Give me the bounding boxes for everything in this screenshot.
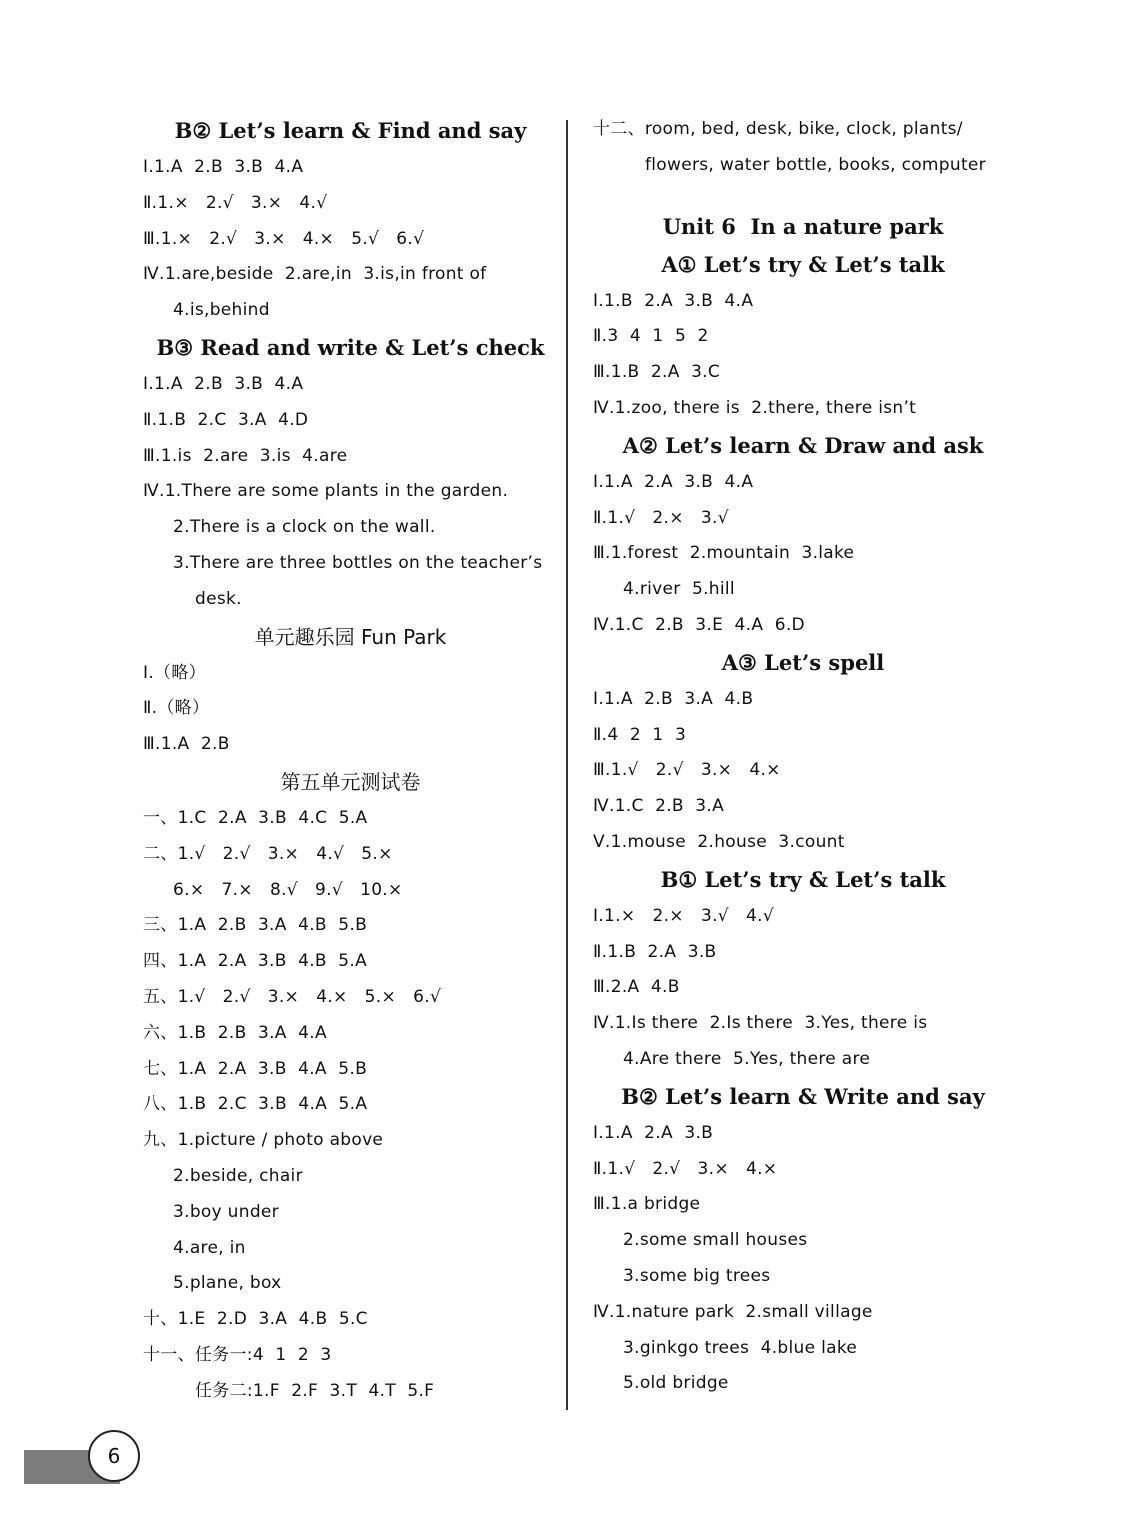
answer-line: Ⅳ.1.C 2.B 3.E 4.A 6.D [593, 614, 805, 635]
answer-line: Ⅱ.1.√ 2.× 3.√ [593, 507, 729, 528]
column-divider [566, 120, 568, 1410]
answer-line: 6.× 7.× 8.√ 9.√ 10.× [173, 879, 403, 900]
section-heading: B② Let’s learn & Write and say [621, 1083, 985, 1109]
answer-line: Ⅲ.1.A 2.B [143, 734, 230, 755]
section-heading: A③ Let’s spell [721, 649, 885, 675]
section-heading: A① Let’s try & Let’s talk [661, 251, 945, 277]
answer-line: 3.ginkgo trees 4.blue lake [623, 1337, 858, 1358]
answer-line: 七、1.A 2.A 3.B 4.A 5.B [143, 1058, 368, 1079]
section-heading: B② Let’s learn & Find and say [174, 118, 527, 143]
answer-line: Ⅰ.1.A 2.A 3.B [593, 1122, 714, 1143]
answer-line: 二、1.√ 2.√ 3.× 4.√ 5.× [143, 843, 393, 864]
answer-line: 一、1.C 2.A 3.B 4.C 5.A [143, 807, 368, 828]
section-heading: 第五单元测试卷 [280, 769, 421, 794]
answer-line: Ⅰ.1.A 2.B 3.A 4.B [593, 688, 754, 709]
answer-line: 4.Are there 5.Yes, there are [623, 1048, 871, 1069]
answer-line: 4.river 5.hill [623, 579, 735, 600]
answer-line: Ⅲ.2.A 4.B [593, 977, 680, 998]
answer-line: 十一、任务一:4 1 2 3 [143, 1344, 332, 1365]
section-heading: B① Let’s try & Let’s talk [660, 866, 946, 892]
answer-line: 十二、room, bed, desk, bike, clock, plants/ [593, 119, 963, 139]
answer-line: 5.old bridge [623, 1373, 729, 1394]
answer-line: Ⅰ.1.A 2.B 3.B 4.A [143, 373, 304, 394]
section-heading: A② Let’s learn & Draw and ask [622, 432, 984, 458]
answer-line: 4.is,behind [173, 300, 270, 321]
answer-line: 五、1.√ 2.√ 3.× 4.× 5.× 6.√ [143, 986, 442, 1007]
answer-line: 3.There are three bottles on the teacher’s [173, 552, 543, 573]
answer-line: Ⅲ.1.B 2.A 3.C [593, 362, 721, 383]
page-number: 6 [88, 1430, 140, 1482]
answer-line: 2.some small houses [623, 1230, 808, 1251]
section-heading: B③ Read and write & Let’s check [156, 334, 545, 360]
answer-line: Ⅳ.1.C 2.B 3.A [593, 796, 725, 817]
answer-line: Ⅳ.1.nature park 2.small village [593, 1301, 873, 1322]
answer-line: 2.There is a clock on the wall. [173, 517, 436, 538]
answer-line: Ⅱ.（略） [143, 698, 210, 719]
answer-line: Ⅴ.1.mouse 2.house 3.count [593, 831, 845, 852]
answer-line: Ⅲ.1.is 2.are 3.is 4.are [143, 445, 348, 466]
answer-line: 3.some big trees [623, 1265, 771, 1286]
answer-line: Ⅱ.1.× 2.√ 3.× 4.√ [143, 192, 328, 213]
answer-line: Ⅳ.1.zoo, there is 2.there, there isn’t [593, 397, 917, 418]
answer-line: Ⅲ.1.√ 2.√ 3.× 4.× [593, 760, 781, 781]
answer-line: Ⅱ.3 4 1 5 2 [593, 326, 709, 347]
answer-line: Ⅱ.4 2 1 3 [593, 724, 687, 745]
answer-line: 九、1.picture / photo above [143, 1130, 384, 1151]
answer-line: Ⅰ.1.B 2.A 3.B 4.A [593, 290, 754, 311]
answer-line: Ⅰ.（略） [143, 662, 206, 683]
answer-line: 四、1.A 2.A 3.B 4.B 5.A [143, 951, 368, 972]
spacer [593, 184, 1013, 208]
answer-line: Ⅱ.1.B 2.A 3.B [593, 941, 717, 962]
answer-line: 4.are, in [173, 1237, 246, 1258]
answer-line: Ⅱ.1.√ 2.√ 3.× 4.× [593, 1158, 778, 1179]
answer-line: Ⅰ.1.A 2.A 3.B 4.A [593, 471, 754, 492]
answer-line: desk. [195, 588, 242, 609]
answer-line: Ⅳ.1.There are some plants in the garden. [143, 481, 509, 502]
answer-line: Ⅳ.1.are,beside 2.are,in 3.is,in front of [143, 264, 487, 285]
answer-line: 2.beside, chair [173, 1165, 303, 1186]
answer-line: 八、1.B 2.C 3.B 4.A 5.A [143, 1094, 368, 1115]
section-heading: Unit 6 In a nature park [662, 213, 944, 239]
answer-line: 十、1.E 2.D 3.A 4.B 5.C [143, 1309, 368, 1330]
answer-line: 5.plane, box [173, 1273, 282, 1294]
answer-line: 六、1.B 2.B 3.A 4.A [143, 1022, 327, 1043]
answer-line: Ⅰ.1.× 2.× 3.√ 4.√ [593, 905, 774, 926]
answer-line: 三、1.A 2.B 3.A 4.B 5.B [143, 915, 368, 936]
watermark-logo [930, 1470, 1120, 1532]
answer-line: Ⅲ.1.a bridge [593, 1194, 701, 1215]
section-heading: 单元趣乐园 Fun Park [254, 624, 447, 649]
answer-line: flowers, water bottle, books, computer [645, 154, 986, 175]
right-answer-column [593, 112, 1013, 1402]
answer-line: Ⅱ.1.B 2.C 3.A 4.D [143, 409, 309, 430]
answer-line: 任务二:1.F 2.F 3.T 4.T 5.F [195, 1380, 435, 1401]
answer-line: Ⅰ.1.A 2.B 3.B 4.A [143, 157, 304, 177]
answer-line: Ⅲ.1.× 2.√ 3.× 4.× 5.√ 6.√ [143, 228, 425, 249]
answer-line: 3.boy under [173, 1201, 279, 1222]
left-answer-column [143, 112, 558, 1410]
answer-line: Ⅲ.1.forest 2.mountain 3.lake [593, 543, 855, 564]
answer-line: Ⅳ.1.Is there 2.Is there 3.Yes, there is [593, 1013, 928, 1034]
